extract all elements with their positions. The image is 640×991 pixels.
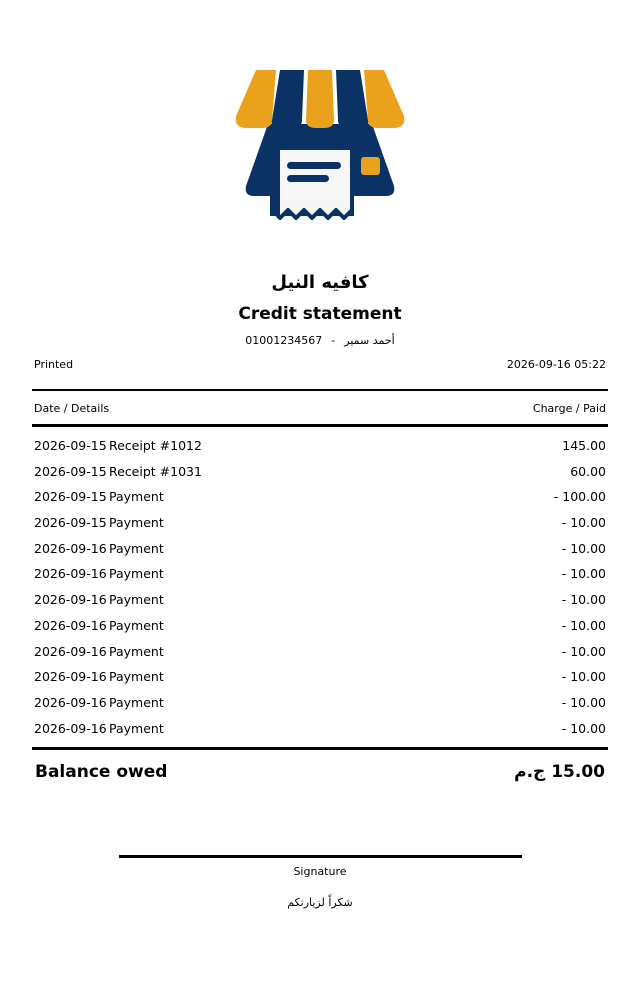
- printed-datetime: 2026-09-16 05:22: [506, 358, 606, 371]
- row-details: Payment: [109, 566, 164, 582]
- customer-separator: -: [331, 334, 336, 347]
- row-amount: 60.00: [570, 463, 606, 479]
- table-row: [34, 536, 606, 562]
- column-header-charge-paid: Charge / Paid: [532, 402, 606, 415]
- row-details: Payment: [109, 643, 164, 659]
- printed-label: Printed: [34, 358, 74, 371]
- table-row: [34, 433, 606, 459]
- row-amount: 145.00: [562, 438, 606, 453]
- header-bottom-divider: [32, 424, 608, 427]
- document-title: Credit statement: [238, 304, 402, 324]
- column-header-date-details: Date / Details: [34, 402, 110, 415]
- shop-logo-icon: [230, 64, 410, 229]
- row-date: 2026-09-15: [34, 515, 107, 531]
- row-date: 2026-09-15: [34, 463, 107, 479]
- row-details: Payment: [109, 617, 164, 633]
- table-row: [34, 510, 606, 536]
- customer-info: [0, 332, 640, 350]
- row-date: 2026-09-16: [34, 617, 107, 633]
- table-row: [34, 690, 606, 716]
- row-date: 2026-09-16: [34, 669, 107, 685]
- row-date: 2026-09-16: [34, 592, 107, 608]
- row-date: 2026-09-16: [34, 643, 107, 659]
- statement-rows: [34, 433, 606, 741]
- signature-label: Signature: [293, 865, 347, 878]
- row-details: Payment: [109, 720, 164, 736]
- customer-name: أحمد سمير: [344, 334, 395, 347]
- row-date: 2026-09-15: [34, 489, 107, 505]
- row-amount: - 10.00: [561, 720, 606, 736]
- row-details: Receipt #1031: [109, 463, 202, 479]
- row-details: Payment: [109, 592, 164, 608]
- table-row: [34, 561, 606, 587]
- row-amount: - 10.00: [561, 617, 606, 633]
- table-row: [34, 639, 606, 665]
- balance-amount: 15.00 ج.م: [514, 762, 605, 782]
- row-details: Payment: [109, 694, 164, 710]
- table-row: [34, 484, 606, 510]
- row-date: 2026-09-16: [34, 720, 107, 736]
- row-amount: - 10.00: [561, 540, 606, 556]
- signature-line: [119, 855, 522, 858]
- header-top-divider: [32, 389, 608, 391]
- row-amount: - 100.00: [553, 489, 606, 505]
- row-amount: - 10.00: [561, 643, 606, 659]
- row-date: 2026-09-16: [34, 540, 107, 556]
- balance-divider: [32, 747, 608, 750]
- shop-name: كافيه النيل: [271, 272, 369, 293]
- row-amount: - 10.00: [561, 592, 606, 608]
- table-row: [34, 613, 606, 639]
- row-details: Payment: [109, 669, 164, 685]
- row-details: Payment: [109, 515, 164, 531]
- row-amount: - 10.00: [561, 669, 606, 685]
- balance-label: Balance owed: [35, 762, 168, 782]
- table-row: [34, 459, 606, 485]
- row-date: 2026-09-15: [34, 438, 107, 453]
- row-date: 2026-09-16: [34, 694, 107, 710]
- row-details: Payment: [109, 540, 164, 556]
- row-amount: - 10.00: [561, 515, 606, 531]
- row-details: Payment: [109, 489, 164, 505]
- row-date: 2026-09-16: [34, 566, 107, 582]
- table-row: [34, 716, 606, 742]
- row-amount: - 10.00: [561, 694, 606, 710]
- row-amount: - 10.00: [561, 566, 606, 582]
- table-row: [34, 664, 606, 690]
- row-details: Receipt #1012: [109, 438, 202, 453]
- table-row: [34, 587, 606, 613]
- thank-you-note: شكراً لزيارتكم: [287, 896, 353, 909]
- customer-phone: 01001234567: [245, 334, 323, 347]
